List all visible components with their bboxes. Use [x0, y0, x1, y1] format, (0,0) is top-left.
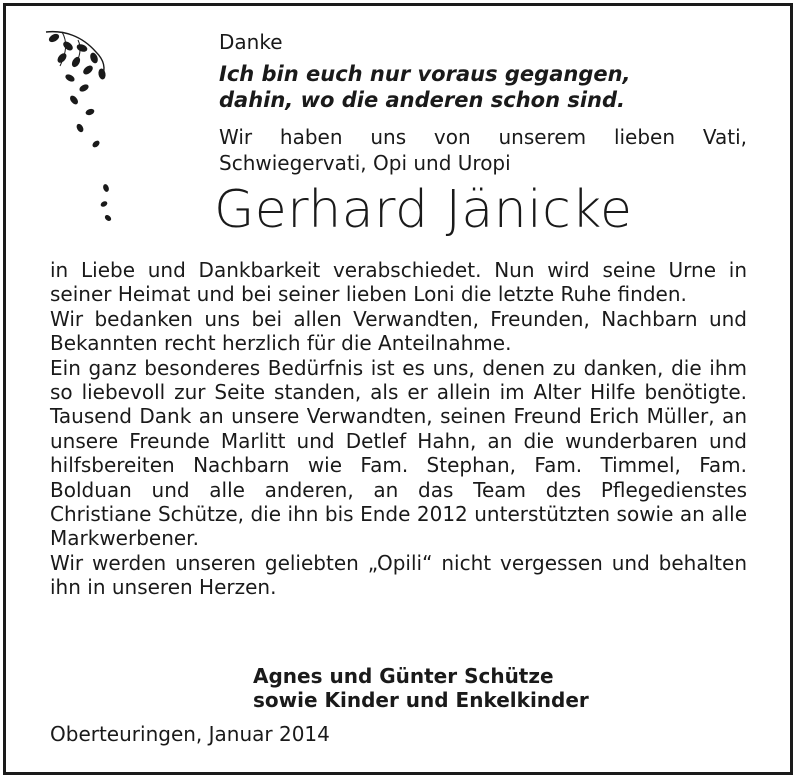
notice-body — [50, 258, 747, 600]
signature-line-2: sowie Kinder und Enkelkinder — [253, 688, 589, 712]
body-paragraph-3: Ein ganz besonderes Bedürfnis ist es uns, denen zu danken, die ihm so liebevoll zur Seite standen, als er allein im Alter Hilfe benötigte. Tausend Dank an unsere Verwandten, seinen Freund Erich Müller, an unsere Freunde Marlitt und Detlef Hahn, an die wunderbaren und hilfsbereiten Nachbarn wie Fam. Stephan, Fam. Timmel, Fam. Bolduan und alle anderen, an das Team des Pflegedienstes Christiane Schütze, die ihn bis Ende 2012 unterstützten sowie an alle Markwerbener. — [50, 355, 747, 551]
place-and-date: Oberteuringen, Januar 2014 — [50, 722, 330, 746]
body-paragraph-4: Wir werden unseren geliebten „Opili“ nicht vergessen und behalten ihn in unseren Herzen. — [50, 550, 747, 600]
intro-line-2: Schwiegervati, Opi und Uropi — [219, 151, 511, 175]
intro-line-1: Wir haben uns von unserem lieben Vati, — [219, 125, 747, 149]
quote-line-1: Ich bin euch nur voraus gegangen, — [219, 62, 631, 86]
deceased-name: Gerhard Jänicke — [214, 180, 633, 240]
quote-line-2: dahin, wo die anderen schon sind. — [219, 88, 626, 112]
body-paragraph-1: in Liebe und Dankbarkeit verabschiedet. Nun wird seine Urne in seiner Heimat und bei seiner lieben Loni die letzte Ruhe finden. — [50, 258, 747, 307]
body-paragraph-2: Wir bedanken uns bei allen Verwandten, Freunden, Nachbarn und Bekannten recht herzlich für die Anteilnahme. — [50, 306, 747, 356]
falling-leaves-branch-icon — [44, 26, 134, 236]
thanks-heading: Danke — [219, 30, 283, 54]
signature-line-1: Agnes und Günter Schütze — [253, 664, 554, 688]
